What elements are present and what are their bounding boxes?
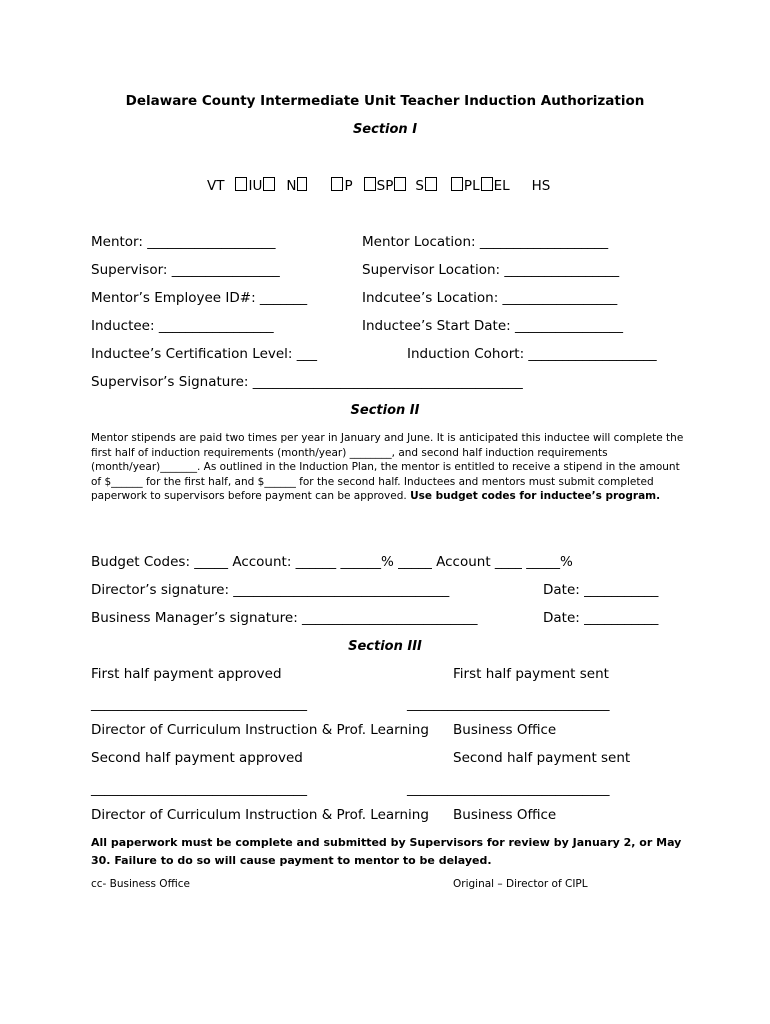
second-half-sent-label: Second half payment sent	[453, 750, 631, 766]
code-pl-label: PL	[463, 178, 480, 194]
employee-id-field[interactable]: Mentor’s Employee ID#: _______	[91, 290, 308, 306]
code-p-label: P	[344, 178, 353, 194]
code-n-extra-checkbox[interactable]	[297, 177, 307, 191]
first-half-sent-label: First half payment sent	[453, 666, 609, 682]
stipend-text: Mentor stipends are paid two times per year in January and June. It is anticipated this inductee will complete the first half of induction requirements (month/year) ________, and second half induction requirements (month/year)_______. As outlined in the Induction Plan, the mentor is entitled to receive a stipend in the amount of $______ for the first half, and $______ for the second half. Inductees and mentors must submit completed paperwork to supervisors before payment can be approved.	[91, 432, 684, 503]
section-3-heading: Section III	[348, 639, 422, 654]
induction-cohort-field[interactable]: Induction Cohort: ___________________	[407, 346, 657, 362]
inductee-field[interactable]: Inductee: _________________	[91, 318, 274, 334]
second-approved-signature-line[interactable]: ________________________________	[91, 781, 307, 797]
code-p-checkbox[interactable]	[331, 177, 343, 191]
supervisor-field[interactable]: Supervisor: ________________	[91, 262, 280, 278]
code-pl-checkbox[interactable]	[451, 177, 463, 191]
second-sent-signature-line[interactable]: ______________________________	[407, 781, 610, 797]
second-half-approved-label: Second half payment approved	[91, 750, 303, 766]
director-label-1: Director of Curriculum Instruction & Prof. Learning	[91, 722, 429, 738]
code-el-checkbox[interactable]	[481, 177, 493, 191]
inductee-start-date-field[interactable]: Inductee’s Start Date: ________________	[362, 318, 623, 334]
supervisor-location-field[interactable]: Supervisor Location: _________________	[362, 262, 620, 278]
first-sent-signature-line[interactable]: ______________________________	[407, 696, 610, 712]
section-1-heading: Section I	[352, 122, 418, 137]
business-office-label-1: Business Office	[453, 722, 557, 738]
budget-code-instruction: Use budget codes for inductee’s program.	[410, 490, 661, 503]
code-n-checkbox[interactable]	[263, 177, 275, 191]
code-vt-label: VT	[207, 178, 225, 194]
code-s-box[interactable]	[425, 177, 437, 191]
document-title: Delaware County Intermediate Unit Teacher Induction Authorization	[125, 93, 645, 109]
code-hs-label: HS	[531, 178, 551, 194]
business-manager-signature-field[interactable]: Business Manager’s signature: __________________________	[91, 610, 478, 626]
business-office-label-2: Business Office	[453, 807, 557, 823]
code-el-label: EL	[493, 178, 510, 194]
code-iu-label: IU	[248, 178, 263, 194]
code-sp-label: SP	[376, 178, 394, 194]
director-signature-field[interactable]: Director’s signature: ________________________________	[91, 582, 450, 598]
original-note: Original – Director of CIPL	[453, 878, 588, 890]
budget-codes-field[interactable]: Budget Codes: _____ Account: ______ ______% _____ Account ____ _____%	[91, 554, 573, 570]
mentor-location-field[interactable]: Mentor Location: ___________________	[362, 234, 609, 250]
deadline-notice: All paperwork must be complete and submitted by Supervisors for review by January 2, or May 30. Failure to do so will cause payment to mentor to be delayed.	[91, 836, 682, 867]
first-approved-signature-line[interactable]: ________________________________	[91, 696, 307, 712]
certification-level-field[interactable]: Inductee’s Certification Level: ___	[91, 346, 318, 362]
inductee-location-field[interactable]: Indcutee’s Location: _________________	[362, 290, 618, 306]
code-s-checkbox[interactable]	[394, 177, 406, 191]
supervisor-signature-field[interactable]: Supervisor’s Signature: ________________________________________	[91, 374, 523, 390]
mentor-field[interactable]: Mentor: ___________________	[91, 234, 276, 250]
cc-note: cc- Business Office	[91, 878, 190, 890]
stipend-paragraph	[91, 431, 691, 504]
first-half-approved-label: First half payment approved	[91, 666, 282, 682]
code-s-label: S	[415, 178, 424, 194]
section-2-heading: Section II	[350, 403, 420, 418]
code-n-label: N	[286, 178, 297, 194]
director-label-2: Director of Curriculum Instruction & Prof. Learning	[91, 807, 429, 823]
code-sp-checkbox[interactable]	[364, 177, 376, 191]
director-date-field[interactable]: Date: ___________	[543, 582, 659, 598]
business-manager-date-field[interactable]: Date: ___________	[543, 610, 659, 626]
program-code-checkboxes	[207, 177, 550, 194]
code-iu-checkbox[interactable]	[235, 177, 247, 191]
